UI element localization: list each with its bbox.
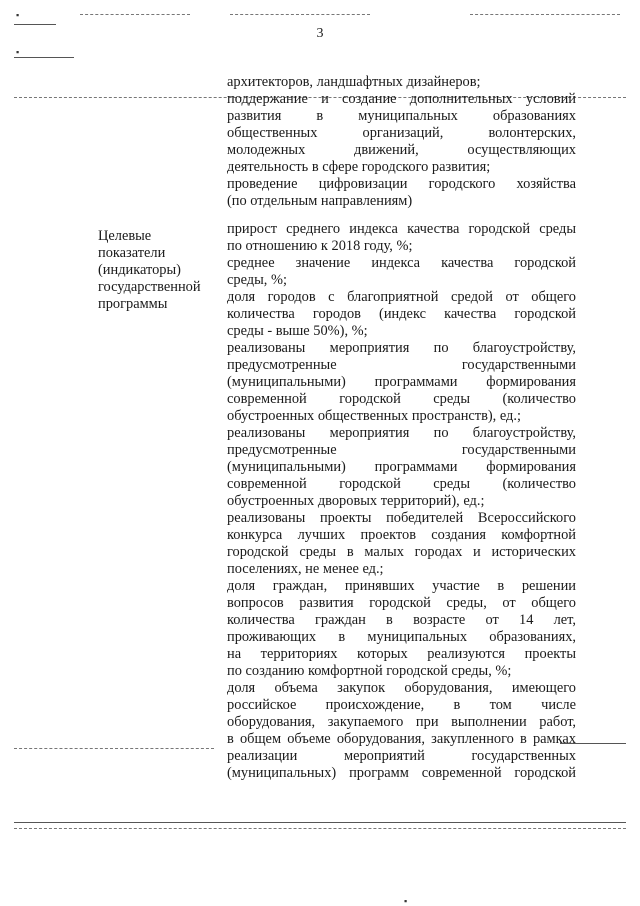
text-line: российское происхождение, в том числе <box>227 697 576 713</box>
text-line: доля граждан, принявших участие в решении <box>227 578 576 594</box>
text-line: поддержание и создание дополнительных условий <box>227 91 576 107</box>
scan-line <box>560 743 626 744</box>
text-line: поселениях, не менее ед.; <box>227 561 384 577</box>
text-line: проведение цифровизации городского хозяйства <box>227 176 576 192</box>
label-line: показатели <box>98 245 166 261</box>
text-line: количества граждан в возрасте от 14 лет, <box>227 612 576 628</box>
label-line: (индикаторы) <box>98 262 181 278</box>
scan-line <box>14 748 214 749</box>
text-line: среды, %; <box>227 272 287 288</box>
text-line: вопросов развития городской среды, от общего <box>227 595 576 611</box>
text-line: количества городов (индекс качества городской <box>227 306 576 322</box>
text-line: доля объема закупок оборудования, имеющего <box>227 680 576 696</box>
text-line: реализации мероприятий государственных <box>227 748 576 764</box>
scan-line <box>14 828 626 829</box>
text-line: среды - выше 50%), %; <box>227 323 368 339</box>
text-line: общественных организаций, волонтерских, <box>227 125 576 141</box>
text-line: городской среды в малых городах и исторических <box>227 544 576 560</box>
scan-mark: ▪ <box>16 10 20 20</box>
text-line: современной городской среды (количество <box>227 391 576 407</box>
page-number: 3 <box>316 26 324 41</box>
text-line: деятельность в сфере городского развития; <box>227 159 491 175</box>
scan-mark: ▪ <box>16 47 20 57</box>
indicators-text <box>227 74 576 782</box>
label-line: Целевые <box>98 228 152 244</box>
label-line: государственной <box>98 279 201 295</box>
text-line: реализованы мероприятия по благоустройству, <box>227 425 576 441</box>
row-label-target-indicators <box>98 228 216 313</box>
text-line: молодежных движений, осуществляющих <box>227 142 576 158</box>
text-line: современной городской среды (количество <box>227 476 576 492</box>
scan-line <box>14 57 74 58</box>
text-line: реализованы проекты победителей Всероссийского <box>227 510 576 526</box>
text-line: в общем объеме оборудования, закупленного в рамках <box>227 731 576 747</box>
text-line: по созданию комфортной городской среды, %; <box>227 663 512 679</box>
text-line: на территориях которых реализуются проекты <box>227 646 576 662</box>
text-line: (муниципальными) программами формирования <box>227 374 576 390</box>
text-line: конкурса лучших проектов создания комфортной <box>227 527 576 543</box>
text-line: по отношению к 2018 году, %; <box>227 238 413 254</box>
text-line: предусмотренные государственными <box>227 357 576 373</box>
text-line: доля городов с благоприятной средой от общего <box>227 289 576 305</box>
text-line: (муниципальными) программами формирования <box>227 459 576 475</box>
text-line: реализованы мероприятия по благоустройству, <box>227 340 576 356</box>
scan-mark: ▪ <box>404 896 408 906</box>
scan-line <box>230 14 370 15</box>
scan-line <box>80 14 190 15</box>
text-line: обустроенных дворовых территорий), ед.; <box>227 493 485 509</box>
label-line: программы <box>98 296 168 312</box>
text-line: прирост среднего индекса качества городской среды <box>227 221 576 237</box>
text-line: оборудования, закупаемого при выполнении работ, <box>227 714 576 730</box>
text-line: архитекторов, ландшафтных дизайнеров; <box>227 74 481 90</box>
table-rule <box>14 822 626 823</box>
text-line: обустроенных общественных пространств), ед.; <box>227 408 521 424</box>
scan-line <box>470 14 620 15</box>
scan-line <box>14 24 56 25</box>
text-line: (муниципальных) программ современной городской <box>227 765 576 781</box>
text-line: предусмотренные государственными <box>227 442 576 458</box>
text-line: (по отдельным направлениям) <box>227 193 413 209</box>
text-line: среднее значение индекса качества городской <box>227 255 576 271</box>
text-line: проживающих в муниципальных образованиях, <box>227 629 576 645</box>
text-line: развития в муниципальных образованиях <box>227 108 576 124</box>
